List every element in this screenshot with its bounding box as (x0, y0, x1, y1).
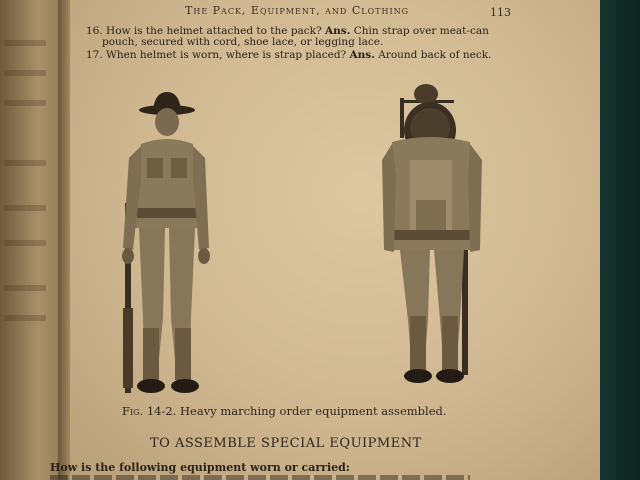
background-dark (600, 0, 640, 480)
question-text: When helmet is worn, where is strap placed? (106, 49, 347, 61)
left-shoe (137, 379, 165, 393)
question-number: 16. (86, 25, 103, 37)
answer-text-continued: pouch, secured with cord, shoe lace, or legging lace. (102, 36, 384, 48)
section-title: TO ASSEMBLE SPECIAL EQUIPMENT (150, 436, 422, 451)
question-text: How is the helmet attached to the pack? (106, 25, 322, 37)
page-number: 113 (490, 6, 511, 19)
margin-text-fragment (4, 285, 46, 291)
margin-text-fragment (4, 40, 46, 46)
margin-text-fragment (4, 315, 46, 321)
margin-text-fragment (4, 160, 46, 166)
margin-text-fragment (4, 100, 46, 106)
answer-text: Around back of neck. (378, 49, 492, 61)
answer-label: Ans. (349, 49, 375, 61)
right-shoe (171, 379, 199, 393)
head (155, 108, 179, 136)
figure-caption (122, 404, 447, 418)
section-subhead: How is the following equipment worn or carried: (50, 461, 350, 474)
answer-label: Ans. (325, 25, 351, 37)
figure-caption-text: Heavy marching order equipment assembled. (180, 404, 447, 418)
answer-text: Chin strap over meat-can (353, 25, 489, 37)
cut-off-text-line (50, 475, 470, 480)
head (414, 84, 438, 104)
book-page (50, 0, 600, 480)
soldier-back-illustration (380, 80, 490, 390)
soldier-front-illustration (105, 88, 225, 400)
margin-text-fragment (4, 205, 46, 211)
cartridge-belt (137, 208, 199, 218)
figure-label: Fig. 14-2. (122, 404, 177, 418)
left-shoe (404, 369, 432, 383)
question-17 (86, 50, 526, 61)
margin-text-fragment (4, 70, 46, 76)
right-shoe (436, 369, 464, 383)
margin-text-fragment (4, 240, 46, 246)
running-head: The Pack, Equipment, and Clothing (185, 4, 409, 17)
question-16 (86, 26, 526, 48)
question-number: 17. (86, 49, 103, 61)
